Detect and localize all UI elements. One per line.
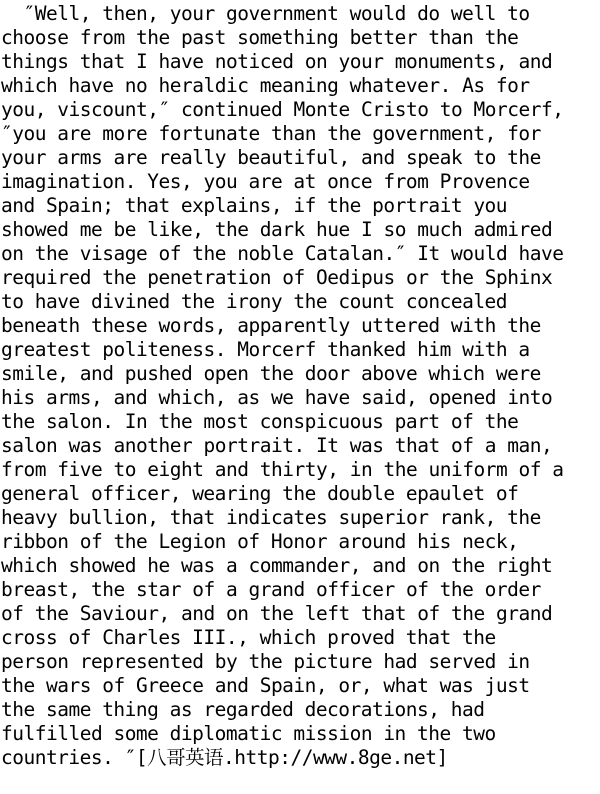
text-line: ″Well, then, your government would do well to — [1, 2, 530, 25]
text-line: you, viscount,″ continued Monte Cristo to Morcerf, — [1, 98, 564, 121]
text-line: and Spain; that explains, if the portrait you — [1, 194, 508, 217]
text-line: beneath these words, apparently uttered with the — [1, 314, 541, 337]
text-line: required the penetration of Oedipus or the Sphinx — [1, 266, 553, 289]
text-line: of the Saviour, and on the left that of the grand — [1, 602, 553, 625]
text-line: your arms are really beautiful, and speak to the — [1, 146, 541, 169]
text-line: salon was another portrait. It was that of a man, — [1, 434, 553, 457]
text-line: countries. ″[八哥英语.http://www.8ge.net] — [1, 746, 448, 769]
text-line: to have divined the irony the count concealed — [1, 290, 508, 313]
text-line: the same thing as regarded decorations, had — [1, 698, 485, 721]
text-line: which showed he was a commander, and on the right — [1, 554, 553, 577]
text-line: which have no heraldic meaning whatever. As for — [1, 74, 530, 97]
text-line: showed me be like, the dark hue I so much admired — [1, 218, 553, 241]
text-line: fulfilled some diplomatic mission in the two — [1, 722, 496, 745]
text-body — [1, 2, 600, 770]
text-line: from five to eight and thirty, in the uniform of a — [1, 458, 564, 481]
text-line: heavy bullion, that indicates superior rank, the — [1, 506, 541, 529]
text-line: things that I have noticed on your monuments, and — [1, 50, 553, 73]
text-line: general officer, wearing the double epaulet of — [1, 482, 519, 505]
text-line: breast, the star of a grand officer of the order — [1, 578, 541, 601]
text-line: person represented by the picture had served in — [1, 650, 530, 673]
text-line: the salon. In the most conspicuous part of the — [1, 410, 519, 433]
text-line: cross of Charles III., which proved that the — [1, 626, 496, 649]
text-line: on the visage of the noble Catalan.″ It would have — [1, 242, 564, 265]
text-line: ″you are more fortunate than the government, for — [1, 122, 541, 145]
text-line: greatest politeness. Morcerf thanked him with a — [1, 338, 530, 361]
text-line: imagination. Yes, you are at once from Provence — [1, 170, 530, 193]
text-line: the wars of Greece and Spain, or, what was just — [1, 674, 530, 697]
text-line: his arms, and which, as we have said, opened into — [1, 386, 553, 409]
text-line: ribbon of the Legion of Honor around his neck, — [1, 530, 519, 553]
text-line: smile, and pushed open the door above which were — [1, 362, 541, 385]
text-line: choose from the past something better than the — [1, 26, 519, 49]
